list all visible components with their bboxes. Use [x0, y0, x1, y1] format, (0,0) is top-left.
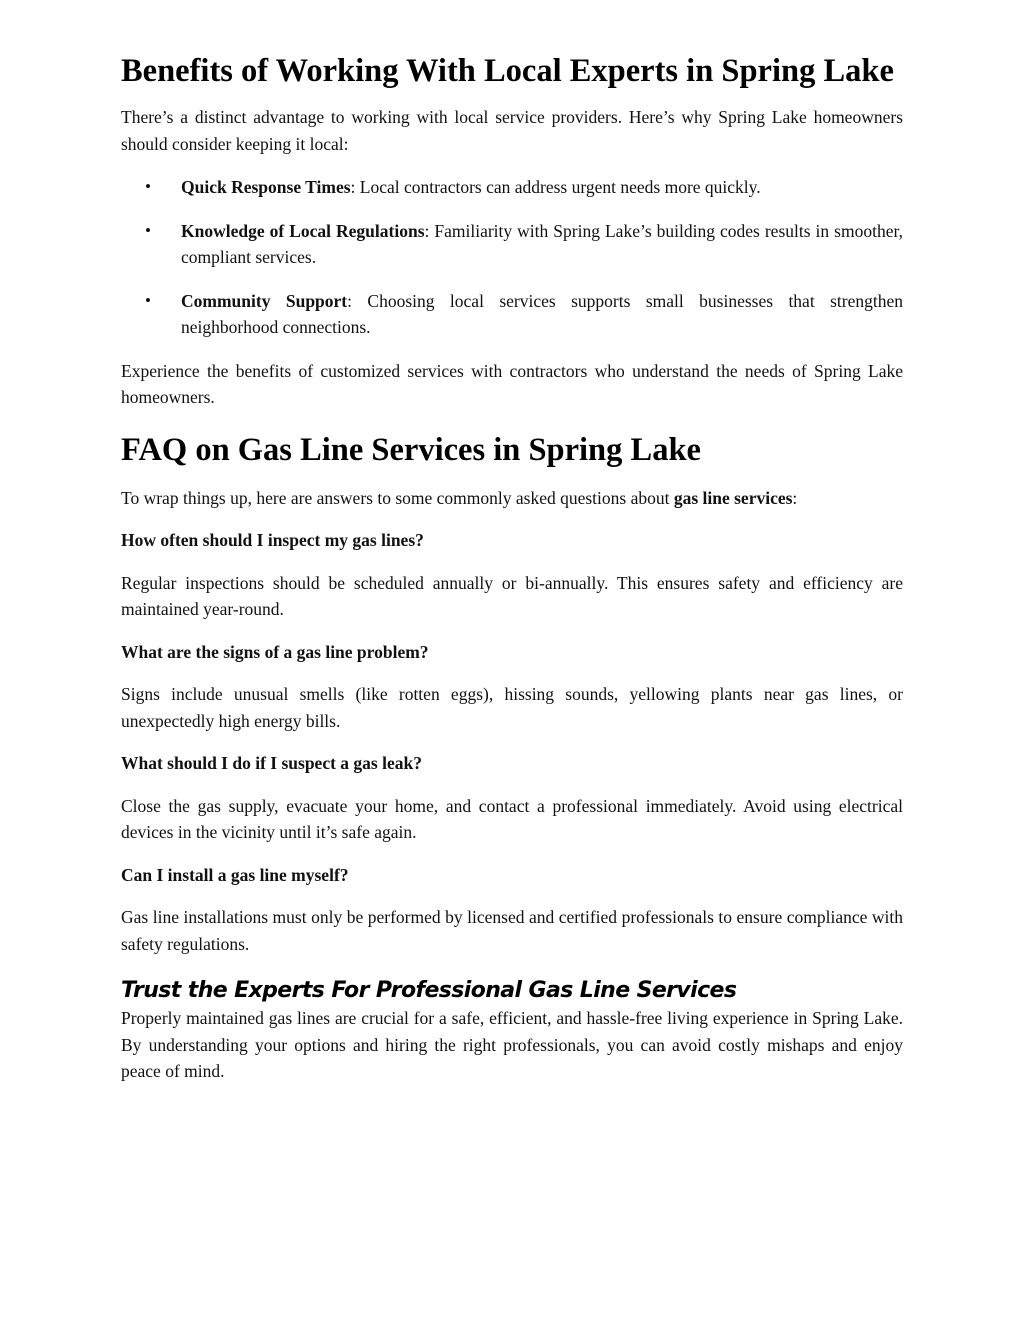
bullet-icon: •	[145, 220, 151, 240]
document-page	[121, 52, 903, 1085]
faq-question: Can I install a gas line myself?	[121, 864, 349, 885]
faq-answer: Gas line installations must only be performed by licensed and certified professionals to ensure compliance with safety regulations.	[121, 907, 903, 954]
benefits-list	[121, 174, 903, 341]
list-item-text: : Choosing local services supports small businesses that strengthen neighborhood connections.	[181, 290, 903, 337]
local-experts-intro: There’s a distinct advantage to working with local service providers. Here’s why Spring Lake homeowners should consider keeping it local:	[121, 107, 903, 154]
faq-intro-bold: gas line services	[673, 487, 793, 508]
list-item	[121, 174, 903, 201]
section-heading-trust-experts: Trust the Experts For Professional Gas Line Services	[121, 978, 737, 1003]
bullet-icon: •	[145, 177, 151, 196]
list-item-term: Knowledge of Local Regulations	[181, 220, 425, 241]
list-item-term: Quick Response Times	[181, 177, 351, 197]
faq-intro-text: To wrap things up, here are answers to some commonly asked questions about	[121, 487, 674, 508]
faq-question: What should I do if I suspect a gas leak?	[121, 753, 422, 773]
faq-answer: Close the gas supply, evacuate your home, and contact a professional immediately. Avoid using electrical devices in the vicinity until it’s safe again.	[121, 795, 903, 842]
faq-question: What are the signs of a gas line problem?	[121, 641, 429, 662]
section-heading-local-experts: Benefits of Working With Local Experts in Spring Lake	[121, 53, 894, 89]
local-experts-outro: Experience the benefits of customized services with contractors who understand the needs of Spring Lake homeowners.	[121, 360, 903, 407]
list-item-text: : Local contractors can address urgent needs more quickly.	[350, 177, 761, 197]
faq-answer: Signs include unusual smells (like rotten eggs), hissing sounds, yellowing plants near gas lines, or unexpectedly high energy bills.	[121, 684, 903, 731]
faq-intro	[121, 485, 903, 512]
faq-intro-end: :	[792, 487, 798, 508]
list-item	[121, 218, 903, 271]
faq-answer: Regular inspections should be scheduled annually or bi-annually. This ensures safety and efficiency are maintained year-round.	[121, 572, 903, 619]
list-item	[121, 288, 903, 341]
faq-question: How often should I inspect my gas lines?	[121, 530, 424, 550]
section-heading-faq: FAQ on Gas Line Services in Spring Lake	[121, 431, 701, 468]
list-item-text: : Familiarity with Spring Lake’s building codes results in smoother, compliant services.	[181, 220, 903, 267]
list-item-term: Community Support	[181, 290, 348, 311]
bullet-icon: •	[145, 290, 151, 310]
trust-experts-body: Properly maintained gas lines are crucial for a safe, efficient, and hassle-free living experience in Spring Lake. By understanding your options and hiring the right professionals, you can avoid costly mishaps and enjoy peace of mind.	[121, 1008, 903, 1081]
